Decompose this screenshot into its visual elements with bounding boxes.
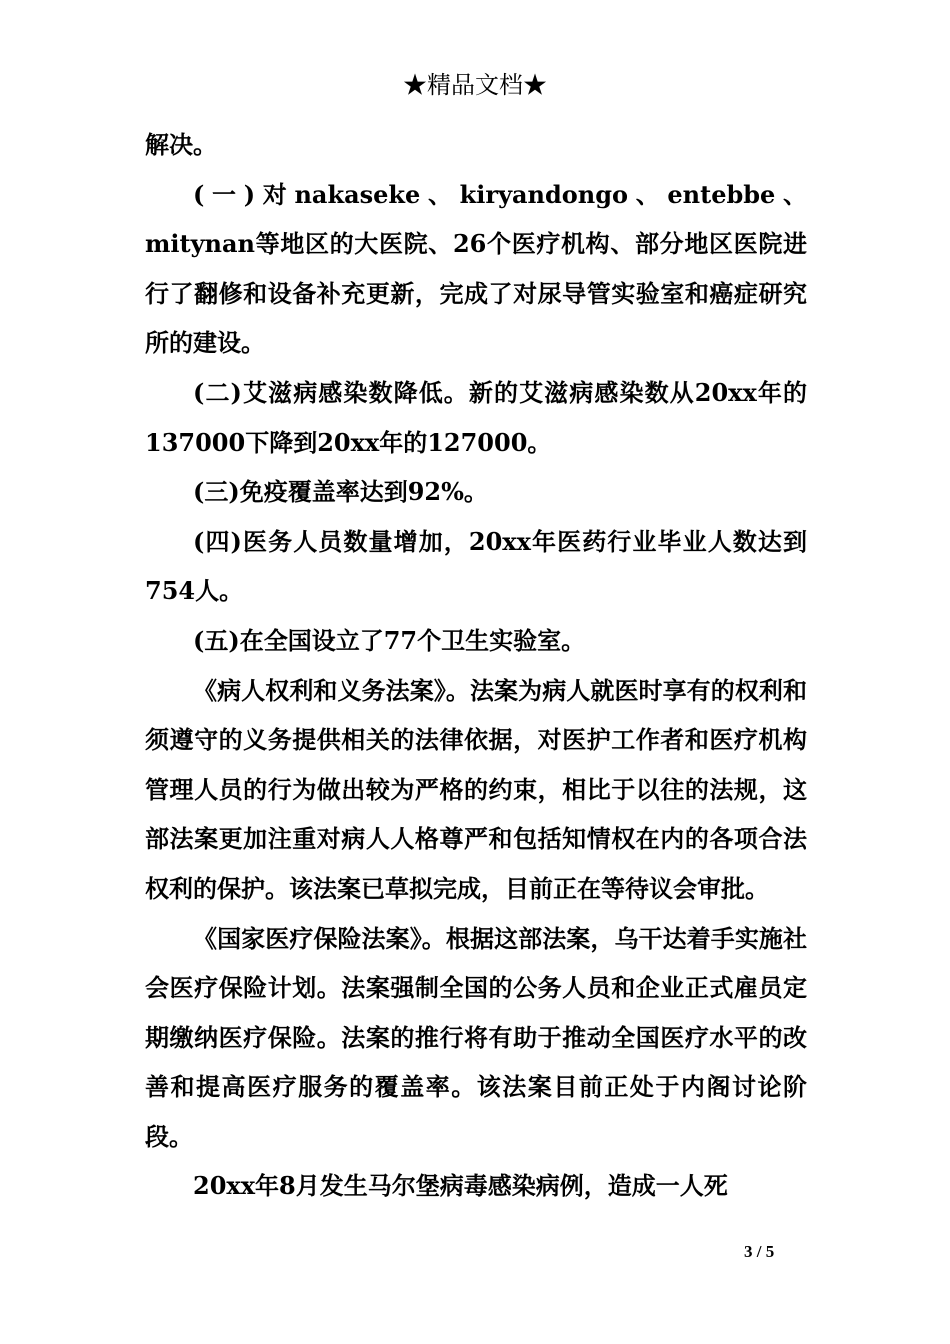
page-number: 3 / 5 bbox=[744, 1242, 775, 1261]
paragraph-7: 《病人权利和义务法案》。法案为病人就医时享有的权利和须遵守的义务提供相关的法律依据，对医护工作者和医疗机构管理人员的行为做出较为严格的约束，相比于以往的法规，这部法案更加注重对病人人格尊严和包括知情权在内的各项合法权利的保护。该法案已草拟完成，目前正在等待议会审批。 bbox=[145, 675, 807, 903]
paragraph-3: (二)艾滋病感染数降低。新的艾滋病感染数从20xx年的137000下降到20xx年的127000。 bbox=[145, 377, 807, 457]
paragraph-5: (四)医务人员数量增加，20xx年医药行业毕业人数达到754人。 bbox=[145, 526, 807, 606]
paragraph-6: (五)在全国设立了77个卫生实验室。 bbox=[193, 625, 586, 655]
document-body bbox=[145, 120, 807, 1211]
paragraph-8: 《国家医疗保险法案》。根据这部法案，乌干达着手实施社会医疗保险计划。法案强制全国的公务人员和企业正式雇员定期缴纳医疗保险。法案的推行将有助于推动全国医疗水平的改善和提高医疗服务的覆盖率。该法案目前正处于内阁讨论阶段。 bbox=[145, 923, 807, 1151]
paragraph-1: 解决。 bbox=[145, 130, 217, 159]
page-header-title: ★精品文档★ bbox=[403, 71, 547, 99]
paragraph-2: (一)对nakaseke、kiryandongo、entebbe、mitynan等地区的大医院、26个医疗机构、部分地区医院进行了翻修和设备补充更新，完成了对尿导管实验室和癌症研究所的建设。 bbox=[145, 179, 807, 358]
paragraph-9: 20xx年8月发生马尔堡病毒感染病例，造成一人死 bbox=[193, 1171, 728, 1201]
paragraph-4: (三)免疫覆盖率达到92%。 bbox=[193, 477, 488, 507]
